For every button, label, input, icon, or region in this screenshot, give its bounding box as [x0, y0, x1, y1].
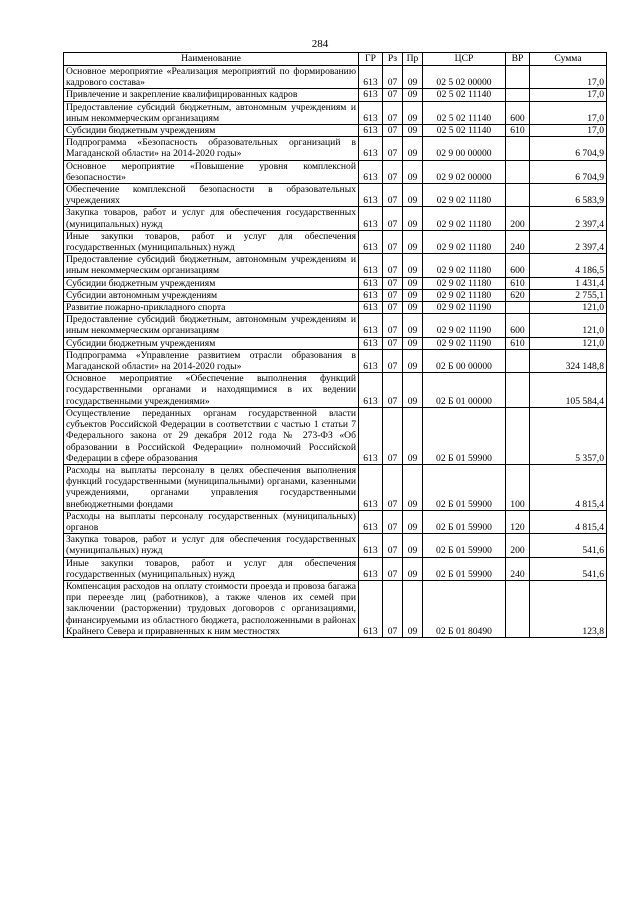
- header-vr: ВР: [506, 53, 530, 66]
- row-vr-cell: 600: [506, 314, 530, 337]
- row-vr-cell: [506, 302, 530, 314]
- row-pr-cell: 09: [403, 254, 423, 277]
- row-gr-cell: 613: [359, 302, 383, 314]
- row-pr-cell: 09: [403, 349, 423, 372]
- row-gr-cell: 613: [359, 580, 383, 637]
- row-name-cell: Компенсация расходов на оплату стоимости проезда и провоза багажа при переезде лиц (работников), а также членов их семей при заключении (расторжении) трудовых договоров с организациями, финансируемыми из областного бюджета, расположенными в районах Крайнего Севера и приравненных к ним местностях: [64, 580, 359, 637]
- row-vr-cell: [506, 66, 530, 89]
- header-sum: Сумма: [530, 53, 607, 66]
- table-row: [64, 349, 607, 372]
- row-gr-cell: 613: [359, 66, 383, 89]
- row-sum-cell: 4 815,4: [530, 510, 607, 533]
- header-csr: ЦСР: [423, 53, 506, 66]
- row-vr-cell: 600: [506, 254, 530, 277]
- row-rz-cell: 07: [383, 337, 403, 349]
- row-csr-cell: 02 Б 01 59900: [423, 510, 506, 533]
- row-gr-cell: 613: [359, 534, 383, 557]
- row-name-cell: Подпрограмма «Управление развитием отрасли образования в Магаданской области» на 2014-2020 годы»: [64, 349, 359, 372]
- row-sum-cell: 6 704,9: [530, 137, 607, 160]
- row-rz-cell: 07: [383, 580, 403, 637]
- row-name-cell: Закупка товаров, работ и услуг для обеспечения государственных (муниципальных) нужд: [64, 534, 359, 557]
- row-pr-cell: 09: [403, 66, 423, 89]
- table-row: [64, 314, 607, 337]
- row-csr-cell: 02 5 02 11140: [423, 89, 506, 101]
- table-body: [64, 66, 607, 638]
- row-rz-cell: 07: [383, 314, 403, 337]
- row-gr-cell: 613: [359, 337, 383, 349]
- row-name-cell: Субсидии бюджетным учреждениям: [64, 125, 359, 137]
- row-name-cell: Иные закупки товаров, работ и услуг для обеспечения государственных (муниципальных) нужд: [64, 230, 359, 253]
- row-gr-cell: 613: [359, 230, 383, 253]
- row-pr-cell: 09: [403, 580, 423, 637]
- row-sum-cell: 4 186,5: [530, 254, 607, 277]
- table-row: [64, 184, 607, 207]
- row-sum-cell: 17,0: [530, 66, 607, 89]
- row-csr-cell: 02 5 02 11140: [423, 125, 506, 137]
- row-sum-cell: 6 583,9: [530, 184, 607, 207]
- row-vr-cell: [506, 184, 530, 207]
- row-rz-cell: 07: [383, 125, 403, 137]
- row-name-cell: Предоставление субсидий бюджетным, автономным учреждениям и иным некоммерческим организациям: [64, 254, 359, 277]
- row-vr-cell: 120: [506, 510, 530, 533]
- row-csr-cell: 02 9 00 00000: [423, 137, 506, 160]
- row-pr-cell: 09: [403, 230, 423, 253]
- row-sum-cell: 4 815,4: [530, 464, 607, 510]
- row-gr-cell: 613: [359, 373, 383, 408]
- row-gr-cell: 613: [359, 510, 383, 533]
- row-rz-cell: 07: [383, 289, 403, 301]
- row-gr-cell: 613: [359, 277, 383, 289]
- row-gr-cell: 613: [359, 254, 383, 277]
- row-rz-cell: 07: [383, 254, 403, 277]
- row-name-cell: Основное мероприятие «Реализация мероприятий по формированию кадрового состава»: [64, 66, 359, 89]
- row-pr-cell: 09: [403, 125, 423, 137]
- table-row: [64, 302, 607, 314]
- row-csr-cell: 02 9 02 11190: [423, 314, 506, 337]
- header-name: Наименование: [64, 53, 359, 66]
- row-pr-cell: 09: [403, 407, 423, 464]
- row-vr-cell: [506, 373, 530, 408]
- row-pr-cell: 09: [403, 373, 423, 408]
- row-sum-cell: 1 431,4: [530, 277, 607, 289]
- row-name-cell: Обеспечение комплексной безопасности в образовательных учреждениях: [64, 184, 359, 207]
- row-vr-cell: 610: [506, 277, 530, 289]
- row-vr-cell: 610: [506, 337, 530, 349]
- row-vr-cell: 200: [506, 534, 530, 557]
- row-sum-cell: 324 148,8: [530, 349, 607, 372]
- row-sum-cell: 2 397,4: [530, 230, 607, 253]
- row-name-cell: Осуществление переданных органам государственной власти субъектов Российской Федерации в соответствии с частью 1 статьи 7 Федерального закона от 29 декабря 2012 года № 273-ФЗ «Об образовании в Российской Федерации» полномочий Российской Федерации в сфере образования: [64, 407, 359, 464]
- row-gr-cell: 613: [359, 137, 383, 160]
- row-csr-cell: 02 9 02 11190: [423, 337, 506, 349]
- row-pr-cell: 09: [403, 302, 423, 314]
- table-row: [64, 254, 607, 277]
- row-vr-cell: 240: [506, 230, 530, 253]
- row-pr-cell: 09: [403, 534, 423, 557]
- row-csr-cell: 02 9 02 11180: [423, 254, 506, 277]
- table-row: [64, 337, 607, 349]
- row-rz-cell: 07: [383, 101, 403, 124]
- table-row: [64, 160, 607, 183]
- row-csr-cell: 02 5 02 11140: [423, 101, 506, 124]
- budget-table: [63, 52, 607, 638]
- row-name-cell: Предоставление субсидий бюджетным, автономным учреждениям и иным некоммерческим организациям: [64, 314, 359, 337]
- header-pr: Пр: [403, 53, 423, 66]
- row-csr-cell: 02 Б 01 59900: [423, 557, 506, 580]
- table-row: [64, 373, 607, 408]
- row-name-cell: Основное мероприятие «Обеспечение выполнения функций государственными органами и находящимися в их ведении государственными учреждениями»: [64, 373, 359, 408]
- row-gr-cell: 613: [359, 101, 383, 124]
- row-vr-cell: 600: [506, 101, 530, 124]
- table-row: [64, 277, 607, 289]
- row-csr-cell: 02 9 02 11190: [423, 302, 506, 314]
- row-rz-cell: 07: [383, 349, 403, 372]
- row-csr-cell: 02 9 02 11180: [423, 207, 506, 230]
- row-csr-cell: 02 9 02 11180: [423, 289, 506, 301]
- table-row: [64, 534, 607, 557]
- row-rz-cell: 07: [383, 407, 403, 464]
- table-row: [64, 407, 607, 464]
- row-pr-cell: 09: [403, 137, 423, 160]
- row-csr-cell: 02 9 02 11180: [423, 184, 506, 207]
- row-pr-cell: 09: [403, 337, 423, 349]
- table-row: [64, 230, 607, 253]
- row-name-cell: Расходы на выплаты персоналу в целях обеспечения выполнения функций государственными (муниципальными) органами, казенными учреждениями, органами управления государственными внебюджетными фондами: [64, 464, 359, 510]
- header-rz: Рз: [383, 53, 403, 66]
- row-name-cell: Привлечение и закрепление квалифицированных кадров: [64, 89, 359, 101]
- row-vr-cell: [506, 349, 530, 372]
- row-gr-cell: 613: [359, 160, 383, 183]
- row-name-cell: Субсидии бюджетным учреждениям: [64, 337, 359, 349]
- row-sum-cell: 6 704,9: [530, 160, 607, 183]
- table-row: [64, 101, 607, 124]
- row-name-cell: Закупка товаров, работ и услуг для обеспечения государственных (муниципальных) нужд: [64, 207, 359, 230]
- row-name-cell: Предоставление субсидий бюджетным, автономным учреждениям и иным некоммерческим организациям: [64, 101, 359, 124]
- row-pr-cell: 09: [403, 464, 423, 510]
- row-gr-cell: 613: [359, 184, 383, 207]
- row-gr-cell: 613: [359, 314, 383, 337]
- row-gr-cell: 613: [359, 289, 383, 301]
- row-vr-cell: [506, 407, 530, 464]
- row-vr-cell: 610: [506, 125, 530, 137]
- table-row: [64, 289, 607, 301]
- row-csr-cell: 02 9 02 11180: [423, 230, 506, 253]
- row-rz-cell: 07: [383, 160, 403, 183]
- row-csr-cell: 02 Б 01 59900: [423, 464, 506, 510]
- row-sum-cell: 2 397,4: [530, 207, 607, 230]
- row-gr-cell: 613: [359, 349, 383, 372]
- row-vr-cell: 240: [506, 557, 530, 580]
- row-pr-cell: 09: [403, 160, 423, 183]
- row-sum-cell: 541,6: [530, 557, 607, 580]
- row-csr-cell: 02 Б 01 80490: [423, 580, 506, 637]
- row-name-cell: Субсидии бюджетным учреждениям: [64, 277, 359, 289]
- row-csr-cell: 02 Б 01 00000: [423, 373, 506, 408]
- table-row: [64, 510, 607, 533]
- row-sum-cell: 2 755,1: [530, 289, 607, 301]
- row-name-cell: Иные закупки товаров, работ и услуг для обеспечения государственных (муниципальных) нужд: [64, 557, 359, 580]
- row-sum-cell: 17,0: [530, 125, 607, 137]
- row-gr-cell: 613: [359, 89, 383, 101]
- table-row: [64, 89, 607, 101]
- row-rz-cell: 07: [383, 557, 403, 580]
- row-vr-cell: 200: [506, 207, 530, 230]
- table-row: [64, 66, 607, 89]
- row-sum-cell: 121,0: [530, 314, 607, 337]
- row-csr-cell: 02 9 02 11180: [423, 277, 506, 289]
- row-csr-cell: 02 Б 01 59900: [423, 534, 506, 557]
- row-csr-cell: 02 5 02 00000: [423, 66, 506, 89]
- row-rz-cell: 07: [383, 89, 403, 101]
- row-csr-cell: 02 Б 00 00000: [423, 349, 506, 372]
- row-name-cell: Расходы на выплаты персоналу государственных (муниципальных) органов: [64, 510, 359, 533]
- row-vr-cell: [506, 580, 530, 637]
- table-row: [64, 207, 607, 230]
- row-rz-cell: 07: [383, 464, 403, 510]
- row-sum-cell: 105 584,4: [530, 373, 607, 408]
- row-sum-cell: 5 357,0: [530, 407, 607, 464]
- row-rz-cell: 07: [383, 184, 403, 207]
- page-number: 284: [311, 38, 329, 50]
- table-header-row: [64, 53, 607, 66]
- table-row: [64, 557, 607, 580]
- row-sum-cell: 17,0: [530, 101, 607, 124]
- row-rz-cell: 07: [383, 277, 403, 289]
- row-gr-cell: 613: [359, 464, 383, 510]
- row-gr-cell: 613: [359, 125, 383, 137]
- row-name-cell: Развитие пожарно-прикладного спорта: [64, 302, 359, 314]
- row-sum-cell: 121,0: [530, 302, 607, 314]
- row-pr-cell: 09: [403, 207, 423, 230]
- row-rz-cell: 07: [383, 534, 403, 557]
- row-name-cell: Подпрограмма «Безопасность образовательных организаций в Магаданской области» на 2014-2020 годы»: [64, 137, 359, 160]
- row-pr-cell: 09: [403, 289, 423, 301]
- header-gr: ГР: [359, 53, 383, 66]
- row-gr-cell: 613: [359, 557, 383, 580]
- row-rz-cell: 07: [383, 230, 403, 253]
- row-sum-cell: 123,8: [530, 580, 607, 637]
- row-vr-cell: [506, 137, 530, 160]
- row-pr-cell: 09: [403, 277, 423, 289]
- row-name-cell: Субсидии автономным учреждениям: [64, 289, 359, 301]
- row-pr-cell: 09: [403, 314, 423, 337]
- row-csr-cell: 02 Б 01 59900: [423, 407, 506, 464]
- row-rz-cell: 07: [383, 373, 403, 408]
- row-vr-cell: [506, 160, 530, 183]
- table-row: [64, 464, 607, 510]
- row-sum-cell: 121,0: [530, 337, 607, 349]
- row-rz-cell: 07: [383, 207, 403, 230]
- row-pr-cell: 09: [403, 101, 423, 124]
- row-rz-cell: 07: [383, 137, 403, 160]
- row-pr-cell: 09: [403, 557, 423, 580]
- row-vr-cell: [506, 89, 530, 101]
- table-row: [64, 580, 607, 637]
- row-vr-cell: 100: [506, 464, 530, 510]
- row-name-cell: Основное мероприятие «Повышение уровня комплексной безопасности»: [64, 160, 359, 183]
- row-rz-cell: 07: [383, 302, 403, 314]
- row-pr-cell: 09: [403, 89, 423, 101]
- row-gr-cell: 613: [359, 407, 383, 464]
- row-rz-cell: 07: [383, 66, 403, 89]
- row-pr-cell: 09: [403, 184, 423, 207]
- row-rz-cell: 07: [383, 510, 403, 533]
- row-pr-cell: 09: [403, 510, 423, 533]
- row-vr-cell: 620: [506, 289, 530, 301]
- row-sum-cell: 17,0: [530, 89, 607, 101]
- table-row: [64, 125, 607, 137]
- row-sum-cell: 541,6: [530, 534, 607, 557]
- table-row: [64, 137, 607, 160]
- row-gr-cell: 613: [359, 207, 383, 230]
- row-csr-cell: 02 9 02 00000: [423, 160, 506, 183]
